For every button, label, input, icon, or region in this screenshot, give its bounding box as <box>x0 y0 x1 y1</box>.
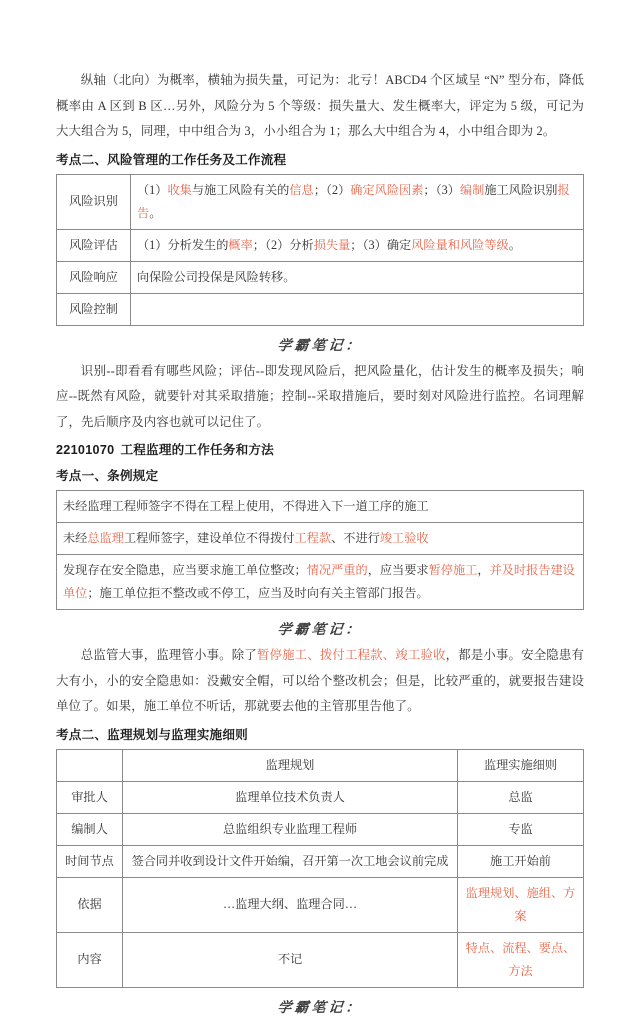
plan-cell-xize: 特点、流程、要点、方法 <box>458 932 584 987</box>
plan-cell-xize: 专监 <box>458 813 584 845</box>
plan-cell-xize: 施工开始前 <box>458 845 584 877</box>
table-row <box>57 174 584 229</box>
notes-paragraph-risk: 识别--即看看有哪些风险；评估--即发现风险后，把风险量化，估计发生的概率及损失；响应--既然有风险，就要针对其采取措施；控制--采取措施后，要时刻对风险进行监控。名词理解了，先后顺序及内容也就可以记住了。 <box>56 363 584 429</box>
plan-cell-guihua: 监理单位技术负责人 <box>123 781 458 813</box>
emphasis-text: 暂停施工、拨付工程款、竣工验收 <box>256 648 446 662</box>
risk-stage-label: 风险评估 <box>57 229 131 261</box>
case-table-body <box>57 491 584 610</box>
notes-title-supervision: 学霸笔记： <box>276 623 364 638</box>
heading-risk-management: 考点二、风险管理的工作任务及工作流程 <box>56 152 287 167</box>
table-row <box>57 932 584 987</box>
risk-table-body <box>57 174 584 325</box>
table-row <box>57 229 584 261</box>
plain-text: 发现存在安全隐患，应当要求施工单位整改； <box>63 563 307 577</box>
plan-cell-guihua: 总监组织专业监理工程师 <box>123 813 458 845</box>
plan-cell-xize: 监理规划、施组、方案 <box>458 877 584 932</box>
section-title: 工程监理的工作任务和方法 <box>120 443 274 457</box>
table-row <box>57 293 584 325</box>
plain-text: ；（2）分析 <box>252 237 314 252</box>
heading-supervision-section <box>56 439 584 461</box>
emphasis-text: 情况严重的 <box>306 563 368 577</box>
notes-title-plan: 学霸笔记： <box>276 1000 364 1016</box>
emphasis-text: 收集 <box>167 182 192 197</box>
plan-row-label: 内容 <box>57 932 123 987</box>
risk-stage-label: 风险控制 <box>57 293 131 325</box>
emphasis-text: 编制 <box>459 182 485 197</box>
emphasis-text: 总监理 <box>87 531 124 545</box>
table-row <box>57 261 584 293</box>
heading-case-regulation: 考点一、条例规定 <box>56 469 159 483</box>
table-row <box>57 877 584 932</box>
plain-text: （1）分析发生的 <box>137 237 229 252</box>
risk-stage-detail <box>131 293 584 325</box>
intro-paragraph: 纵轴（北向）为概率，横轴为损失量，可记为：北亏！ABCD4 个区域呈 “N” 型分布，降低概率由 A 区到 B 区…另外，风险分为 5 个等级：损失量大、发生概率大，评定为 5 级，可记为大大组合为 5，同理，中中组合为 3，小小组合为 1；那么大中组合为 4，小中组合即为 2。 <box>56 73 584 138</box>
table-row <box>57 781 584 813</box>
case-regulation-text <box>57 523 584 555</box>
plan-cell-guihua: …监理大纲、监理合同… <box>123 877 458 932</box>
plain-text: 。 <box>149 205 162 220</box>
emphasis-text: 报告 <box>137 182 570 220</box>
plan-table-body <box>57 749 584 987</box>
emphasis-text: 概率 <box>228 237 253 252</box>
plain-text: ，应当要求 <box>367 563 429 577</box>
emphasis-text: 工程款 <box>294 531 332 545</box>
notes-paragraph-supervision <box>56 643 584 720</box>
emphasis-text: 暂停施工 <box>428 563 478 577</box>
plain-text: 未经 <box>63 531 88 545</box>
risk-stage-detail <box>131 229 584 261</box>
table-header-row <box>57 749 584 781</box>
risk-stage-label: 风险识别 <box>57 174 131 229</box>
plan-cell-guihua: 签合同并收到设计文件开始编，召开第一次工地会议前完成 <box>123 845 458 877</box>
risk-management-table <box>56 174 584 326</box>
plain-text: ；（2） <box>313 182 351 197</box>
case-regulation-text <box>57 491 584 523</box>
plan-cell-xize: 总监 <box>458 781 584 813</box>
emphasis-text: 风险量和风险等级 <box>411 237 509 252</box>
plain-text: 与施工风险有关的 <box>191 182 290 197</box>
supervision-plan-table <box>56 749 584 988</box>
plain-text: 总监管大事，监理管小事。除了 <box>80 648 257 662</box>
table-row <box>57 555 584 610</box>
plan-row-label: 审批人 <box>57 781 123 813</box>
plain-text: （1） <box>137 182 168 197</box>
plain-text: ；（3） <box>423 182 460 197</box>
plan-header-blank <box>57 749 123 781</box>
table-row <box>57 491 584 523</box>
case-regulation-text <box>57 555 584 610</box>
heading-supervision-plan: 考点二、监理规划与监理实施细则 <box>56 727 248 742</box>
table-row <box>57 845 584 877</box>
emphasis-text: 确定风险因素 <box>350 182 424 197</box>
plan-header-col3: 监理实施细则 <box>458 749 584 781</box>
notes-title-risk: 学霸笔记： <box>276 338 364 354</box>
risk-stage-detail <box>131 174 584 229</box>
plan-row-label: 时间节点 <box>57 845 123 877</box>
plain-text: ，都是小事。安全隐患有大有小，小的安全隐患如：没戴安全帽，可以给个整改机会；但是，比较严重的，就要报告建设单位了。如果，施工单位不听话，那就要去他的主管那里告他了。 <box>56 648 585 713</box>
plan-header-col2: 监理规划 <box>123 749 458 781</box>
plan-row-label: 编制人 <box>57 813 123 845</box>
plain-text: 未经监理工程师签字不得在工程上使用，不得进入下一道工序的施工 <box>63 499 429 513</box>
section-code: 22101070 <box>56 443 115 457</box>
table-row <box>57 813 584 845</box>
emphasis-text: 并及时报告建设单位 <box>63 563 575 600</box>
plain-text: ， <box>477 563 490 577</box>
plain-text: 。 <box>508 237 521 252</box>
emphasis-text: 损失量 <box>313 237 351 252</box>
plain-text: 施工风险识别 <box>484 182 558 197</box>
emphasis-text: 竣工验收 <box>379 531 429 545</box>
plain-text: 、不进行 <box>331 531 380 545</box>
emphasis-text: 信息 <box>289 182 314 197</box>
plain-text: 工程师签字，建设单位不得拨付 <box>123 531 295 545</box>
table-row <box>57 523 584 555</box>
plain-text: ；施工单位拒不整改或不停工，应当及时向有关主管部门报告。 <box>87 586 429 600</box>
case-regulation-table <box>56 490 584 610</box>
plain-text: 向保险公司投保是风险转移。 <box>137 269 296 284</box>
plan-cell-guihua: 不记 <box>123 932 458 987</box>
plan-row-label: 依据 <box>57 877 123 932</box>
plain-text: ；（3）确定 <box>350 237 412 252</box>
risk-stage-label: 风险响应 <box>57 261 131 293</box>
risk-stage-detail <box>131 261 584 293</box>
